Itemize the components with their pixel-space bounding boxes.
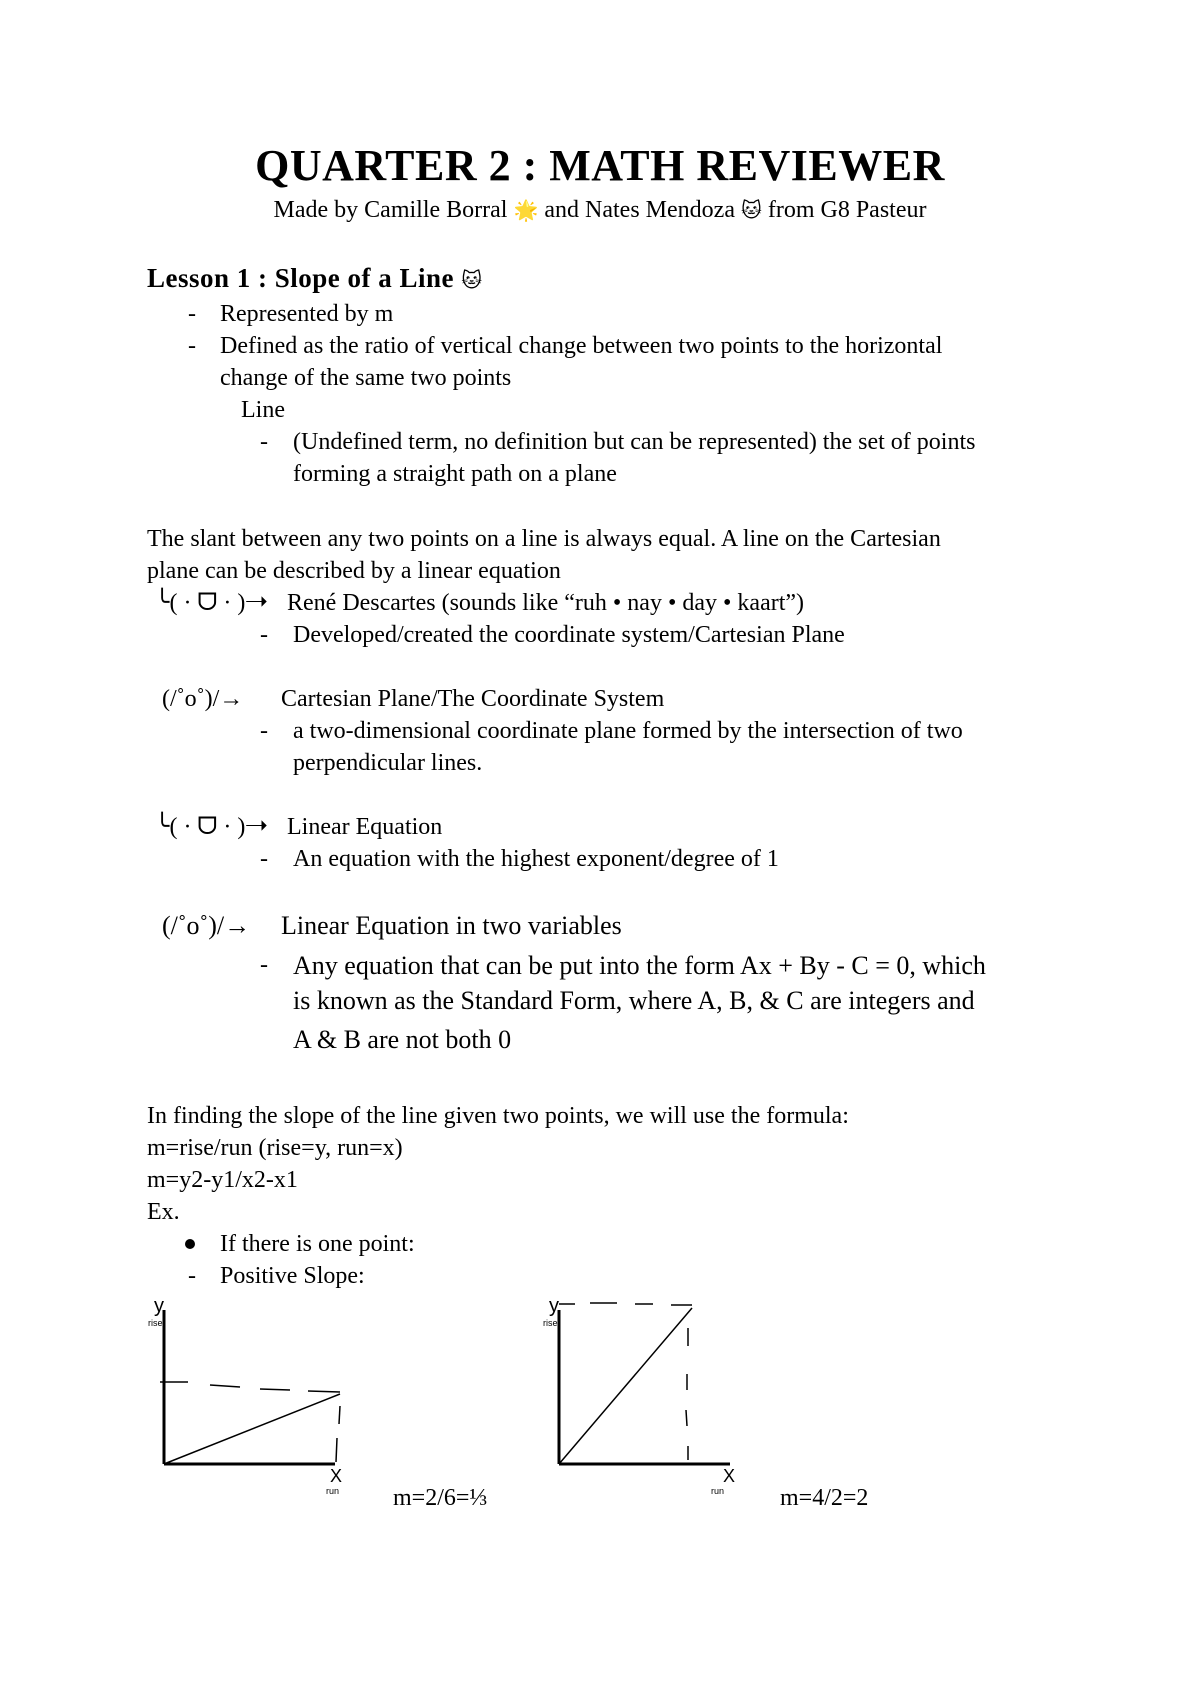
subtitle-authors-prefix: Made by Camille Borral	[273, 197, 508, 223]
dash-marker: -	[260, 429, 268, 455]
term-line: Line	[241, 397, 285, 423]
rise-dash	[210, 1385, 240, 1387]
bullet-defined: Defined as the ratio of vertical change between two points to the horizontal	[220, 333, 943, 359]
slant-paragraph: The slant between any two points on a line is always equal. A line on the Cartesian	[147, 526, 941, 552]
linear-definition: An equation with the highest exponent/degree of 1	[293, 846, 779, 872]
cat-icon: 🐱	[740, 198, 762, 222]
bullet-dot	[185, 1239, 195, 1249]
star-icon: 🌟	[513, 198, 539, 222]
linear-two-definition: Any equation that can be put into the form Ax + By - C = 0, which	[293, 951, 986, 980]
dash-marker: -	[188, 1263, 196, 1289]
dash-marker: -	[260, 718, 268, 744]
bullet-represented: Represented by m	[220, 301, 394, 327]
slant-paragraph-cont: plane can be described by a linear equation	[147, 558, 561, 584]
kaomoji-flip: (/˚o˚)/→	[162, 911, 251, 940]
y-axis-label: y	[549, 1295, 559, 1317]
run-axis-label: run	[711, 1486, 725, 1496]
subtitle-authors-middle: and Nates Mendoza	[544, 197, 735, 223]
page-title: QUARTER 2 : MATH REVIEWER	[255, 141, 945, 190]
cat-icon: 🐱	[461, 268, 483, 292]
term-linear-equation: Linear Equation	[287, 814, 443, 840]
linear-two-definition-end: A & B are not both 0	[293, 1025, 512, 1054]
lesson-heading	[147, 265, 483, 292]
term-linear-two-variables: Linear Equation in two variables	[281, 911, 622, 940]
rise-axis-label: rise	[543, 1318, 558, 1328]
run-dash	[339, 1406, 340, 1424]
term-cartesian: Cartesian Plane/The Coordinate System	[281, 686, 665, 712]
descartes-definition: Developed/created the coordinate system/Cartesian Plane	[293, 622, 845, 648]
lesson-title: Lesson 1 : Slope of a Line	[147, 263, 455, 293]
formula-rise-run: m=rise/run (rise=y, run=x)	[147, 1135, 403, 1161]
linear-two-definition-cont: is known as the Standard Form, where A, B, & C are integers and	[293, 986, 975, 1015]
positive-slope-label: Positive Slope:	[220, 1263, 365, 1289]
formula-two-points: m=y2-y1/x2-x1	[147, 1167, 298, 1193]
run-dash	[686, 1410, 687, 1426]
line-definition: (Undefined term, no definition but can be represented) the set of points	[293, 429, 976, 455]
dash-marker: -	[260, 846, 268, 872]
kaomoji-happy: ╰( · ᗜ · )➝	[155, 590, 268, 616]
formula-intro: In finding the slope of the line given two points, we will use the formula:	[147, 1103, 849, 1129]
slope-line	[559, 1308, 692, 1464]
line-definition-cont: forming a straight path on a plane	[293, 461, 617, 487]
dash-marker: -	[260, 622, 268, 648]
one-point-case: If there is one point:	[220, 1231, 415, 1257]
cartesian-definition: a two-dimensional coordinate plane formed by the intersection of two	[293, 718, 963, 744]
rise-axis-label: rise	[148, 1318, 163, 1328]
bullet-defined-cont: change of the same two points	[220, 365, 512, 391]
kaomoji-happy: ╰( · ᗜ · )➝	[155, 814, 268, 840]
kaomoji-flip: (/˚o˚)/→	[162, 686, 244, 712]
rise-dash	[308, 1391, 340, 1392]
x-axis-label: X	[330, 1466, 343, 1486]
slope-result-2: m=4/2=2	[780, 1485, 869, 1511]
x-axis-label: X	[723, 1466, 736, 1486]
run-dash	[336, 1438, 337, 1462]
page-subtitle	[0, 197, 1200, 224]
example-label: Ex.	[147, 1199, 180, 1225]
run-axis-label: run	[326, 1486, 340, 1496]
dash-marker: -	[188, 333, 196, 359]
term-descartes: René Descartes (sounds like “ruh • nay • day • kaart”)	[287, 590, 805, 616]
subtitle-section: from G8 Pasteur	[767, 197, 927, 223]
slope-line	[164, 1394, 340, 1464]
rise-dash	[260, 1389, 290, 1390]
dash-marker: -	[188, 301, 196, 327]
cartesian-definition-cont: perpendicular lines.	[293, 750, 483, 776]
slope-result-1: m=2/6=⅓	[393, 1485, 488, 1511]
y-axis-label: y	[154, 1295, 164, 1317]
dash-marker: -	[260, 952, 268, 978]
